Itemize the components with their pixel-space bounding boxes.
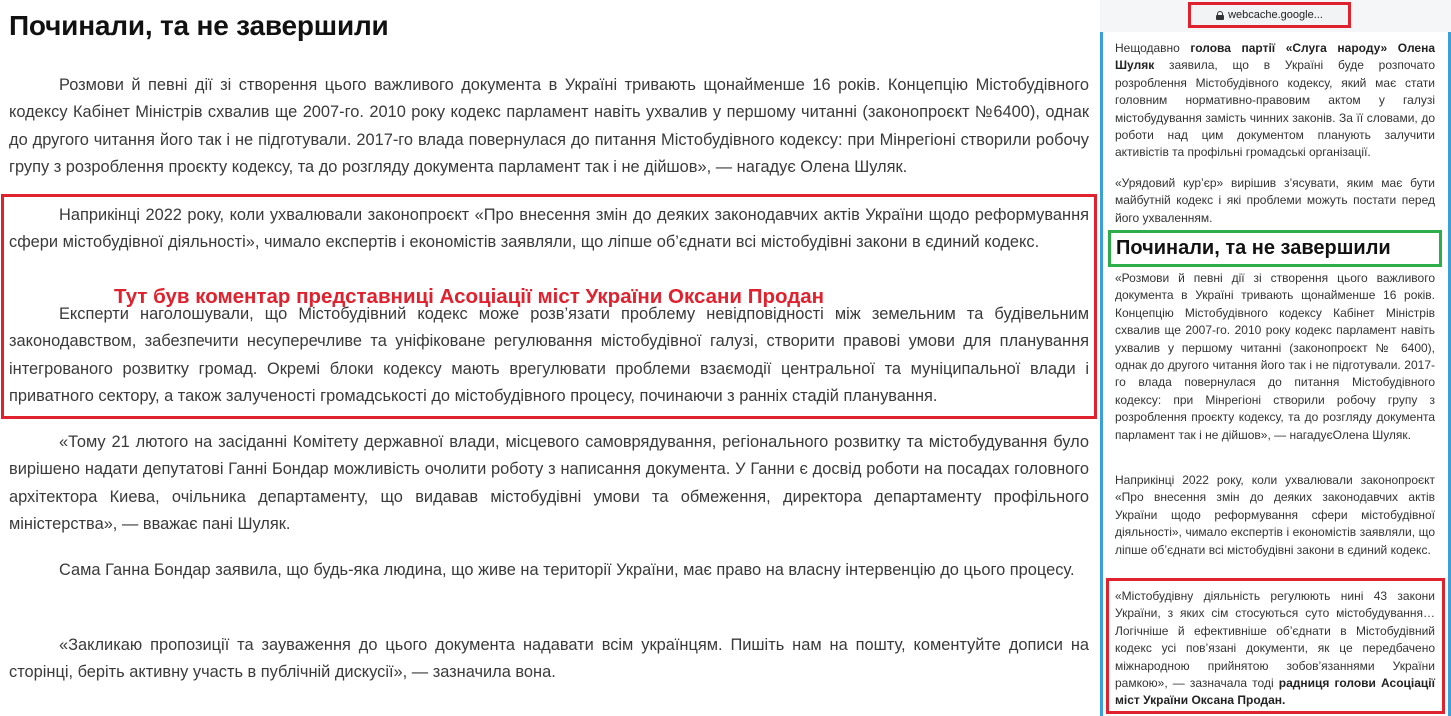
article-paragraph-4: «Тому 21 лютого на засіданні Комітету державної влади, місцевого самоврядування, регіонального розвитку та містобудування було вирішено надати депутатові Ганні Бондар можливість очолити роботу з написання документа. У Ганни є досвід роботи на посадах головного архітектора Киева, очільника департаменту, що видавав містобудівні умови та обмеження, директора департаменту профільного міністерства», — вважає пані Шуляк.	[9, 433, 1089, 533]
cached-paragraph-5	[1115, 588, 1435, 710]
address-bar[interactable]	[1188, 2, 1351, 28]
cached-paragraph-1-bold: голова партії «Слуга народу» Олена Шуляк	[1115, 41, 1435, 73]
cached-paragraph-1-rest: заявила, що в Україні буде розпочато розроблення Містобудівного кодексу, який має стати головним нормативно-правовим актом у галузі містобудування замість чинних законів. За її словами, до роботи над цим документом планують залучити активістів та профільні громадські організації.	[1115, 58, 1435, 160]
cached-paragraph-5-quote: «Містобудівну діяльність регулюють нині 43 закони України, з яких сім стосуються суто містобудування… Логічніше й ефективніше об’єднати в Містобудівний кодекс усі пов’язані документи, як це передбачено міжнародною прийнятою зобов’язаннями України рамкою», — зазначала тоді	[1115, 589, 1435, 691]
article-paragraph-3: Експерти наголошували, що Містобудівний кодекс може розв’язати проблему невідповідності між земельним та будівельним законодавством, забезпечити несуперечливе та уніфіковане регулювання містобудівної галузі, створити правові умови для планування інтегрованого розвитку громад. Окремі блоки кодексу мають врегулювати проблеми взаємодії центральної та муніципальної влади і приватного сектору, а також залученості громадськості до містобудівного процесу, починаючи з ранніх стадій планування.	[9, 305, 1089, 405]
lock-icon	[1216, 11, 1224, 20]
cached-page-panel	[1100, 0, 1451, 716]
address-bar-url: webcache.google...	[1228, 9, 1323, 21]
cached-paragraph-3: «Розмови й певні дії зі створення цього важливого документа в Україні тривають щонайменше 16 років. Концепцію Містобудівного кодексу Кабінет Міністрів схвалив ще 2007-го. 2010 року кодекс парламент навіть ухвалив у першому читанні (законопроєкт № 6400), однак до другого читання його так і не підготували. 2017-го влада повернулася до питання Містобудівного кодексу: при Мінрегіоні створили робочу групу з розроблення проєкту кодексу, та до розгляду документа парламент так і не дійшов», — нагадуєОлена Шуляк.	[1115, 271, 1435, 442]
removed-comment-note: Тут був коментар представниці Асоціації міст України Оксани Продан	[114, 285, 825, 308]
article-heading: Починали, та не завершили	[9, 10, 389, 41]
cached-paragraph-4: Наприкінці 2022 року, коли ухвалювали законопроєкт «Про внесення змін до деяких законодавчих актів України щодо реформування сфери містобудівної діяльності», чимало експертів і економістів заявляли, що ліпше об’єднати всі містобудівні закони в єдиний кодекс.	[1115, 473, 1435, 557]
article-paragraph-6: «Закликаю пропозиції та зауваження до цього документа надавати всім українцям. Пишіть нам на пошту, коментуйте дописи на сторінці, беріть активну участь в публічній дискусії», — зазначила вона.	[9, 636, 1089, 682]
article-paragraph-2: Наприкінці 2022 року, коли ухвалювали законопроєкт «Про внесення змін до деяких законодавчих актів України щодо реформування сфери містобудівної діяльності», чимало експертів і економістів заявляли, що ліпше об’єднати всі містобудівні закони в єдиний кодекс.	[9, 206, 1089, 252]
cached-paragraph-1	[1115, 40, 1435, 162]
article-paragraph-1: Розмови й певні дії зі створення цього важливого документа в Україні тривають щонайменше 16 років. Концепцію Містобудівного кодексу Кабінет Міністрів схвалив ще 2007-го. 2010 року кодекс парламент навіть ухвалив у першому читанні (законопроєкт №6400), однак до другого читання його так і не підготували. 2017-го влада повернулася до питання Містобудівного кодексу: при Мінрегіоні створили робочу групу з розроблення проєкту кодексу, та до розгляду документа парламент так і не дійшов», — нагадує Олена Шуляк.	[9, 76, 1089, 176]
cached-heading: Починали, та не завершили	[1108, 230, 1442, 267]
cached-paragraph-5-bold: радниця голови Асоціації міст України Оксана Продан.	[1115, 676, 1436, 708]
cached-paragraph-1-lead: Нещодавно	[1115, 41, 1191, 55]
article-paragraph-5: Сама Ганна Бондар заявила, що будь-яка людина, що живе на території України, має право на власну інтервенцію до цього процесу.	[59, 561, 1075, 579]
cached-paragraph-2: «Урядовий кур’єр» вирішив з’ясувати, яким має бути майбутній кодекс і які проблеми можуть постати перед його ухваленням.	[1115, 176, 1435, 225]
cached-article	[1100, 32, 1451, 716]
